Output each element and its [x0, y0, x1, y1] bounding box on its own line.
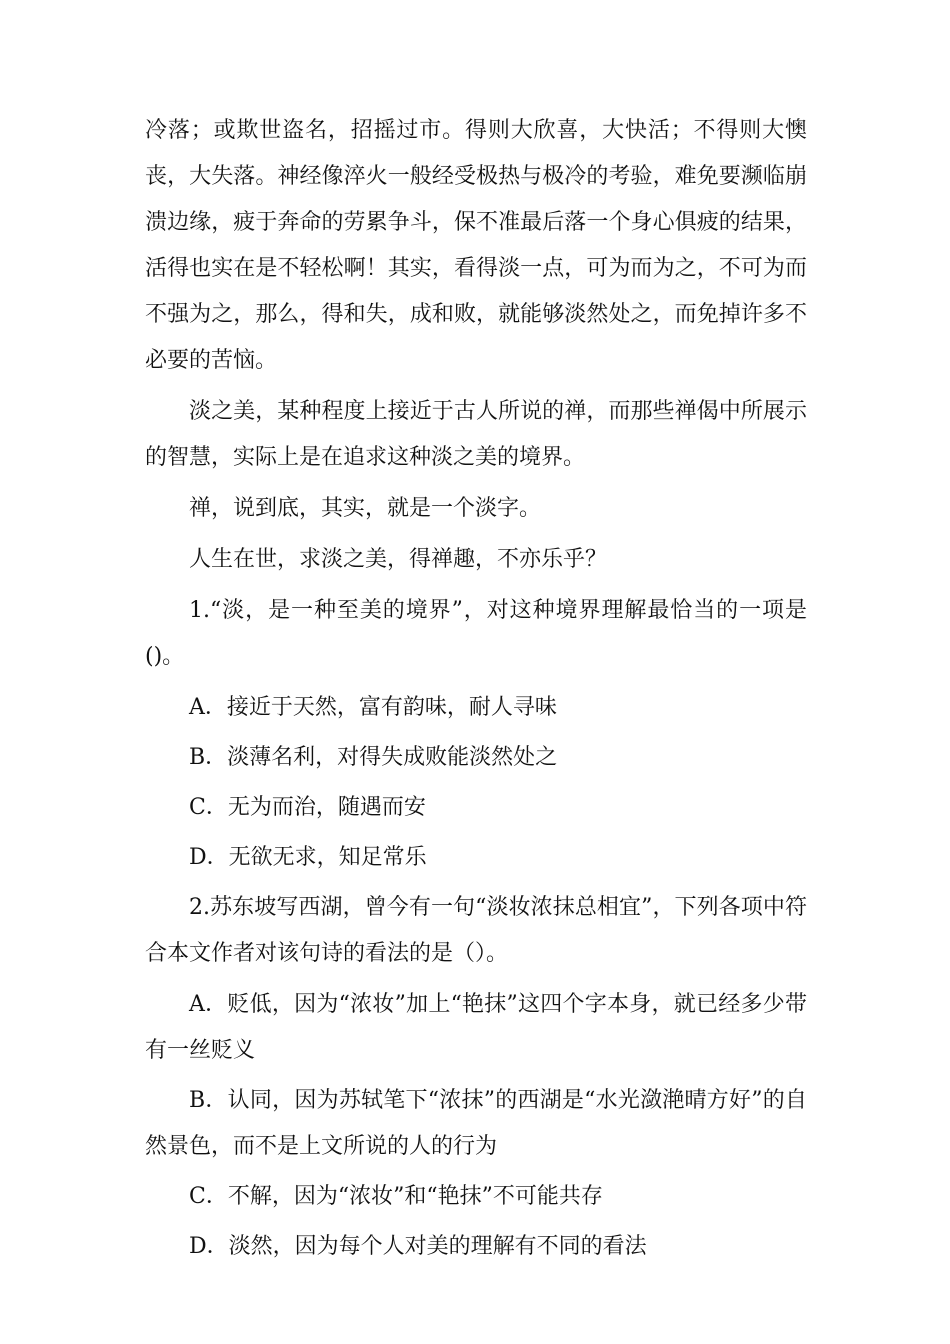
paragraph-zen-beauty: 淡之美，某种程度上接近于古人所说的禅，而那些禅偈中所展示的智慧，实际上是在追求这种淡之美的境界。 — [145, 399, 807, 470]
option-c: C．无为而治，随遇而安 — [189, 795, 426, 820]
question-stem: 1.“淡，是一种至美的境界”，对这种境界理解最恰当的一项是()。 — [145, 598, 807, 669]
question-1 — [145, 588, 807, 881]
option-a: A．接近于天然，富有韵味，耐人寻味 — [189, 695, 557, 720]
paragraph-continued: 冷落；或欺世盗名，招摇过市。得则大欣喜，大快活；不得则大懊丧，大失落。神经像淬火一般经受极热与极冷的考验，难免要濒临崩溃边缘，疲于奔命的劳累争斗，保不准最后落一个身心俱疲的结果，活得也实在是不轻松啊！其实，看得淡一点，可为而为之，不可为而不强为之，那么，得和失，成和败，就能够淡然处之，而免掉许多不必要的苦恼。 — [145, 118, 807, 373]
option-d: D．无欲无求，知足常乐 — [189, 845, 427, 870]
question-2 — [145, 885, 807, 1270]
question-stem: 2.苏东坡写西湖，曾今有一句“淡妆浓抹总相宜”，下列各项中符合本文作者对该句诗的看法的是（）。 — [145, 895, 807, 966]
paragraph-zen-definition: 禅，说到底，其实，就是一个淡字。 — [189, 496, 542, 521]
option-a: A．贬低，因为“浓妆”加上“艳抹”这四个字本身，就已经多少带有一丝贬义 — [145, 992, 807, 1063]
paragraph-conclusion: 人生在世，求淡之美，得禅趣，不亦乐乎？ — [189, 547, 608, 572]
option-b: B．淡薄名利，对得失成败能淡然处之 — [189, 745, 558, 770]
option-b: B．认同，因为苏轼笔下“浓抹”的西湖是“水光潋滟晴方好”的自然景色，而不是上文所说的人的行为 — [145, 1088, 807, 1159]
document-page — [145, 108, 807, 1274]
option-d: D．淡然，因为每个人对美的理解有不同的看法 — [189, 1234, 647, 1259]
option-c: C．不解，因为“浓妆”和“艳抹”不可能共存 — [189, 1184, 603, 1209]
